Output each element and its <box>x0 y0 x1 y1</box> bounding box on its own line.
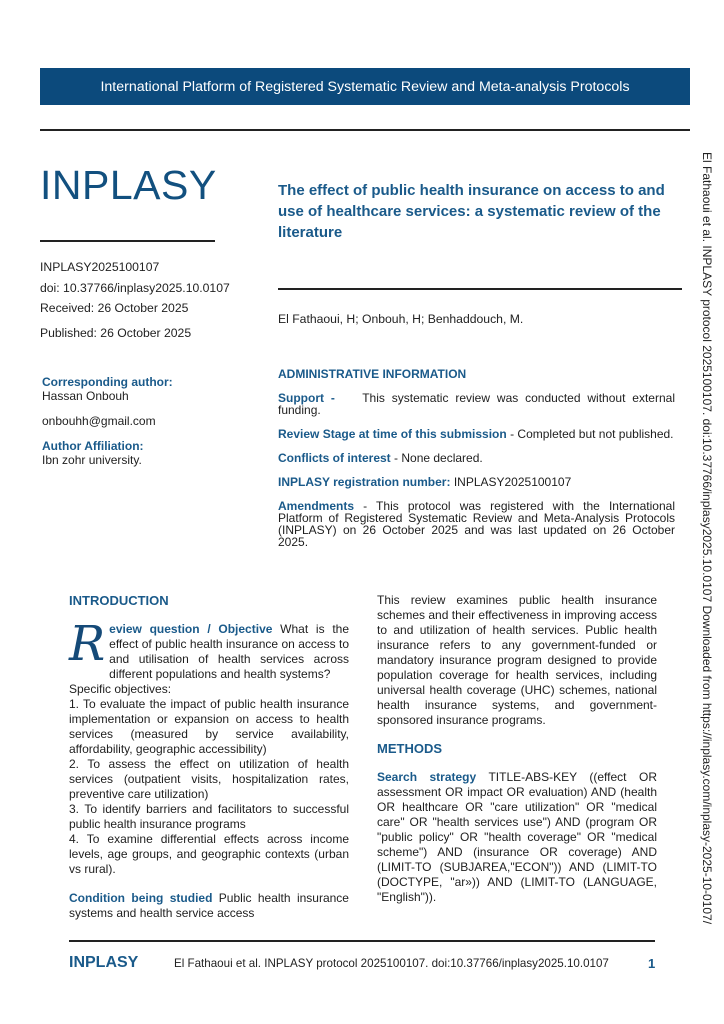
objective-item: 3. To identify barriers and facilitators to successful public health insurance programs <box>69 802 349 831</box>
article-title: The effect of public health insurance on access to and use of healthcare services: a systematic review of the literature <box>278 182 665 241</box>
introduction-column <box>69 593 349 921</box>
conflicts-label: Conflicts of interest <box>278 451 391 465</box>
support-text: This systematic review was conducted without external funding. <box>278 391 675 417</box>
conflicts-text: - None declared. <box>390 451 483 465</box>
amendments-label: Amendments <box>278 499 355 513</box>
amendments-text: - This protocol was registered with the International Platform of Registered Systematic Review and Meta-Analysis Protocols (INPLASY) on 26 October 2025 and was last updated on 26 October 2025. <box>278 499 675 549</box>
condition-item <box>69 891 349 921</box>
logo-divider <box>40 240 215 242</box>
regnum-text: INPLASY2025100107 <box>450 475 572 489</box>
objective-item: 1. To evaluate the impact of public health insurance implementation or expansion on access to health services (measured by service availability, affordability, geographic accessibility) <box>69 697 349 756</box>
right-column <box>377 593 657 905</box>
administrative-information <box>278 368 675 548</box>
review-question-label: eview question / Objective <box>109 622 273 636</box>
footer-citation: El Fathaoui et al. INPLASY protocol 2025100107. doi:10.37766/inplasy2025.10.0107 <box>174 957 609 970</box>
received-date: Received: 26 October 2025 <box>40 301 189 315</box>
support-item <box>278 392 675 416</box>
specific-objectives-label: Specific objectives: <box>69 682 172 696</box>
side-note: El Fathaoui et al. INPLASY protocol 2025100107. doi:10.37766/inplasy2025.10.0107 Downloaded from https://inplasy.com/inplasy-2025-10-0107/ <box>700 152 714 925</box>
stage-text: - Completed but not published. <box>506 427 674 441</box>
affiliation-label: Author Affiliation: <box>42 439 144 453</box>
review-question-text: What is the effect of public health insurance on access to and utilisation of health services across different populations and health systems? <box>109 622 350 681</box>
review-question <box>69 616 350 682</box>
regnum-label: INPLASY registration number: <box>278 475 451 489</box>
page-number: 1 <box>648 956 656 971</box>
affiliation: Ibn zohr university. <box>42 453 142 467</box>
published-date: Published: 26 October 2025 <box>40 326 192 340</box>
scope-paragraph: This review examines public health insurance schemes and their effectiveness in improving access to and utilization of health services. Public health insurance refers to any government-funded or mandatory insurance program designed to provide population coverage for health services, including universal health coverage (UHC) schemes, national health insurance systems, and government-sponsored insurance programs. <box>377 593 657 727</box>
corresponding-author-name: Hassan Onbouh <box>42 389 129 403</box>
search-strategy <box>377 770 657 905</box>
stage-label: Review Stage at time of this submission <box>278 427 507 441</box>
support-label: Support - <box>278 391 335 405</box>
search-strategy-label: Search strategy <box>377 770 477 784</box>
objective-item: 4. To examine differential effects across income levels, age groups, and geographic contexts (urban vs rural). <box>69 832 349 876</box>
dropcap-letter: R <box>69 616 106 672</box>
stage-item <box>278 428 675 440</box>
registration-id: INPLASY2025100107 <box>40 260 160 274</box>
title-divider <box>278 288 682 290</box>
footer-brand: INPLASY <box>69 954 139 971</box>
conflicts-item <box>278 452 675 464</box>
footer-divider <box>69 940 655 942</box>
condition-label: Condition being studied <box>69 891 213 905</box>
doi[interactable]: doi: 10.37766/inplasy2025.10.0107 <box>40 281 230 295</box>
inplasy-logo: INPLASY <box>40 162 217 208</box>
banner-text: International Platform of Registered Systematic Review and Meta-analysis Protocols <box>100 78 630 95</box>
regnum-item <box>278 476 675 488</box>
objective-item: 2. To assess the effect on utilization of health services (outpatient visits, hospitalization rates, preventive care utilization) <box>69 757 349 801</box>
corresponding-author-label: Corresponding author: <box>42 375 173 389</box>
search-strategy-text: TITLE-ABS-KEY ((effect OR assessment OR impact OR evaluation) AND (health OR healthcare OR "care utilization" OR "medical care" OR "health services use") AND (program OR "public policy" OR "health coverage" OR "medical scheme") AND (insurance OR coverage) AND (LIMIT-TO (SUBJAREA,"ECON")) AND (LIMIT-TO (DOCTYPE, "ar»)) AND (LIMIT-TO (LANGUAGE, "English")). <box>377 770 657 904</box>
author-email[interactable]: onbouhh@gmail.com <box>42 414 156 428</box>
amendments-item <box>278 500 675 548</box>
top-divider <box>40 129 690 131</box>
introduction-heading: INTRODUCTION <box>69 593 169 608</box>
authors: El Fathaoui, H; Onbouh, H; Benhaddouch, M. <box>278 312 524 326</box>
platform-banner <box>40 68 690 105</box>
methods-heading: METHODS <box>377 741 442 756</box>
admin-heading: ADMINISTRATIVE INFORMATION <box>278 367 467 381</box>
condition-text: Public health insurance systems and health service access <box>69 891 349 920</box>
